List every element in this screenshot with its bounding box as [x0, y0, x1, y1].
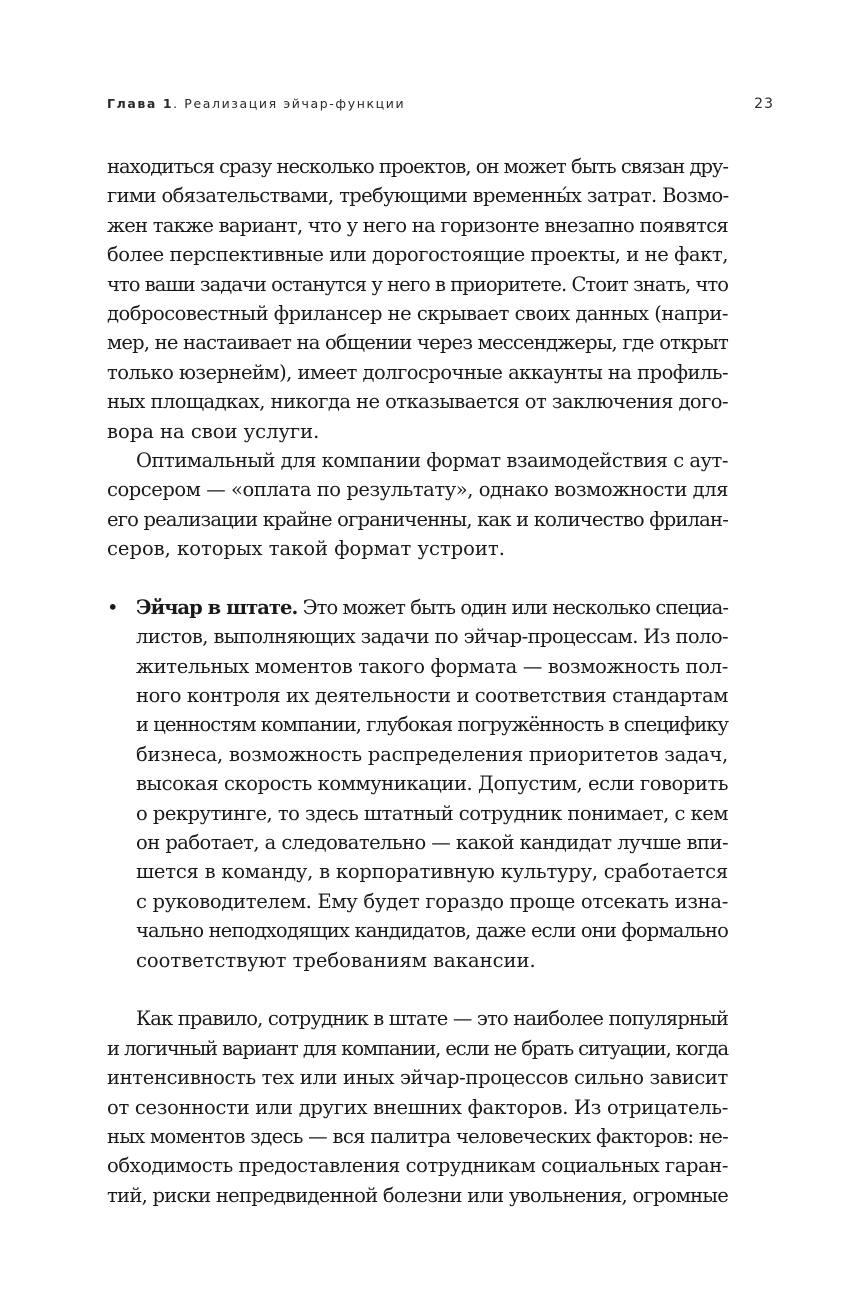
paragraph-1 [107, 152, 728, 446]
bullet-first-rest: Это может быть один или несколько специа- [297, 595, 728, 619]
text-line: Как правило, сотрудник в штате — это наиболее популярный [136, 1007, 728, 1031]
text-line: добросовестный фрилансер не скрывает своих данных (напри- [107, 301, 728, 325]
bullet-marker: • [107, 595, 119, 619]
paragraph-2 [107, 446, 728, 564]
text-line: он работает, а следовательно — какой кандидат лучше впи- [136, 830, 728, 854]
text-line: с руководителем. Ему будет гораздо проще отсекать изна- [136, 889, 728, 913]
text-line: шется в команду, в корпоративную культуру, сработается [136, 860, 728, 884]
text-line: интенсивность тех или иных эйчар-процессов сильно зависит [107, 1066, 728, 1090]
paragraph-3 [107, 1004, 728, 1210]
chapter-label: Глава 1 [107, 96, 174, 111]
text-line: жен также вариант, что у него на горизонте внезапно появятся [107, 213, 728, 237]
text-line: находиться сразу несколько проектов, он может быть связан дру- [107, 155, 728, 178]
text-line: обходимость предоставления сотрудникам социальных гаран- [107, 1154, 728, 1178]
bullet-text [136, 593, 728, 975]
paragraph-gap [107, 563, 728, 592]
text-line [136, 593, 728, 622]
text-line: жительных моментов такого формата — возможность пол- [136, 654, 728, 678]
text-line: гими обязательствами, требующими временны́х затрат. Возмо- [107, 184, 729, 208]
text-line: мер, не настаивает на общении через мессенджеры, где открыт [107, 331, 728, 355]
text-line: сорсером — «оплата по результату», однако возможности для [107, 478, 728, 502]
text-line: более перспективные или дорогостоящие проекты, и не факт, [107, 243, 728, 267]
text-line: бизнеса, возможность распределения приоритетов задач, [136, 742, 728, 766]
text-line: о рекрутинге, то здесь штатный сотрудник понимает, с кем [136, 801, 728, 825]
paragraph-gap [107, 975, 728, 1004]
text-line: от сезонности или других внешних факторов. Из отрицатель- [107, 1095, 728, 1119]
text-line: и логичный вариант для компании, если не брать ситуации, когда [107, 1036, 728, 1060]
chapter-title: . Реализация эйчар-функции [173, 96, 406, 111]
text-line: Оптимальный для компании формат взаимодействия с аут- [136, 448, 728, 472]
text-line: тий, риски непредвиденной болезни или увольнения, огромные [107, 1183, 728, 1207]
page-number: 23 [754, 96, 774, 112]
text-line: ных площадках, никогда не отказывается от заключения дого- [107, 390, 728, 414]
bullet-lead: Эйчар в штате. [136, 595, 298, 619]
text-line: ных моментов здесь — вся палитра человеческих факторов: не- [107, 1124, 728, 1148]
text-line: высокая скорость коммуникации. Допустим, если говорить [136, 772, 728, 796]
text-line: чально неподходящих кандидатов, даже если они формально [136, 919, 728, 943]
body-text [107, 152, 728, 1210]
text-line: соответствуют требованиям вакансии. [136, 948, 536, 972]
text-line: что ваши задачи останутся у него в приоритете. Стоит знать, что [107, 272, 728, 296]
text-line: только юзернейм), имеет долгосрочные аккаунты на профиль- [107, 360, 728, 384]
bullet-item [107, 593, 728, 975]
text-line: листов, выполняющих задачи по эйчар-процессам. Из поло- [136, 625, 728, 649]
text-line: ного контроля их деятельности и соответствия стандартам [136, 684, 728, 708]
text-line: серов, которых такой формат устроит. [107, 537, 505, 561]
text-line: вора на свои услуги. [107, 419, 320, 443]
text-line: и ценностям компании, глубокая погружённость в специфику [136, 713, 728, 737]
text-line: его реализации крайне ограниченны, как и количество фрилан- [107, 507, 728, 531]
running-header [107, 96, 774, 116]
